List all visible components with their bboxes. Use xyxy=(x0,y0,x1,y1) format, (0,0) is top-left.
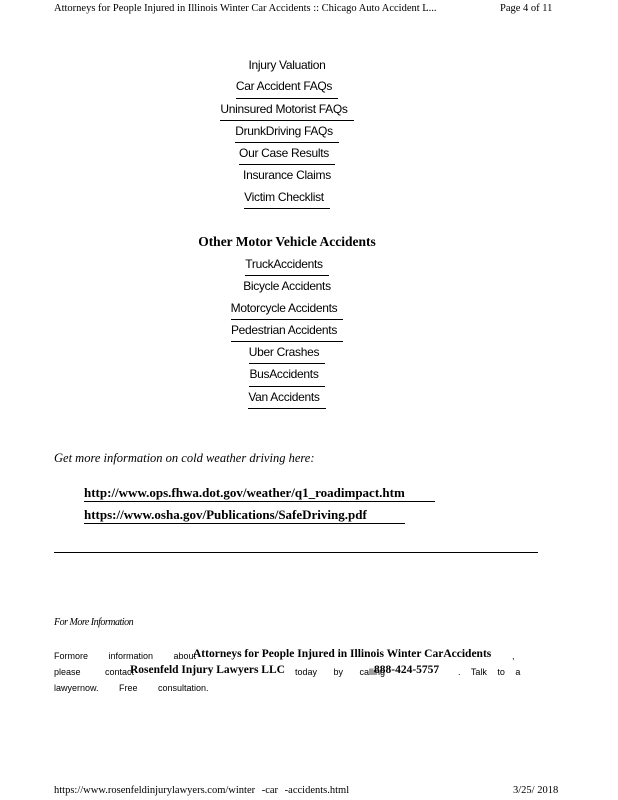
more-info-firm: Rosenfeld Injury Lawyers LLC xyxy=(130,664,285,676)
link-insurance-claims[interactable]: Insurance Claims xyxy=(243,168,331,183)
footer-url: https://www.rosenfeldinjurylawyers.com/winter -car -accidents.html xyxy=(54,785,350,796)
more-info-line2-a: please contact xyxy=(54,667,135,677)
more-info-line2-c: . Talk to a xyxy=(458,667,521,677)
more-info-line2-b: today by calling xyxy=(295,667,386,677)
link-motorcycle-accidents[interactable]: Motorcycle Accidents xyxy=(231,298,344,320)
link-drunk-driving-faqs[interactable]: DrunkDriving FAQs xyxy=(235,121,339,143)
link-car-accident-faqs[interactable]: Car Accident FAQs xyxy=(236,76,338,98)
link-uber-crashes[interactable]: Uber Crashes xyxy=(249,342,325,364)
header-title: Attorneys for People Injured in Illinois Winter Car Accidents :: Chicago Auto Accident L... xyxy=(54,3,437,14)
link-injury-valuation[interactable]: Injury Valuation xyxy=(248,58,326,72)
link-pedestrian-accidents[interactable]: Pedestrian Accidents xyxy=(231,320,343,342)
divider xyxy=(54,552,538,553)
link-bus-accidents[interactable]: BusAccidents xyxy=(249,364,324,386)
more-info-line3: lawyernow. Free consultation. xyxy=(54,683,209,693)
link-victim-checklist[interactable]: Victim Checklist xyxy=(244,187,330,209)
link-van-accidents[interactable]: Van Accidents xyxy=(248,387,325,409)
link-our-case-results[interactable]: Our Case Results xyxy=(239,143,335,165)
link-truck-accidents[interactable]: TruckAccidents xyxy=(245,254,328,276)
section-title: Other Motor Vehicle Accidents xyxy=(198,234,376,249)
url-osha[interactable]: https://www.osha.gov/Publications/SafeDriving.pdf xyxy=(84,507,405,524)
phone-number[interactable]: 888-424-5757 xyxy=(374,664,440,676)
url-fhwa[interactable]: http://www.ops.fhwa.dot.gov/weather/q1_roadimpact.htm xyxy=(84,485,435,502)
link-bicycle-accidents[interactable]: Bicycle Accidents xyxy=(243,279,331,294)
cold-weather-text: Get more information on cold weather driving here: xyxy=(54,451,315,465)
more-info-heading: For More Information xyxy=(54,617,134,628)
page-number: Page 4 of 11 xyxy=(500,3,553,14)
vehicle-links xyxy=(0,254,574,409)
practice-links xyxy=(0,55,574,209)
footer-date: 3/25/ 2018 xyxy=(513,785,559,796)
more-info-line1-bold: Attorneys for People Injured in Illinois Winter CarAccidents xyxy=(193,648,492,660)
link-uninsured-motorist-faqs[interactable]: Uninsured Motorist FAQs xyxy=(220,99,353,121)
more-info-line1-b: , xyxy=(512,651,515,661)
more-info-line1-a: Formore information about xyxy=(54,651,197,661)
